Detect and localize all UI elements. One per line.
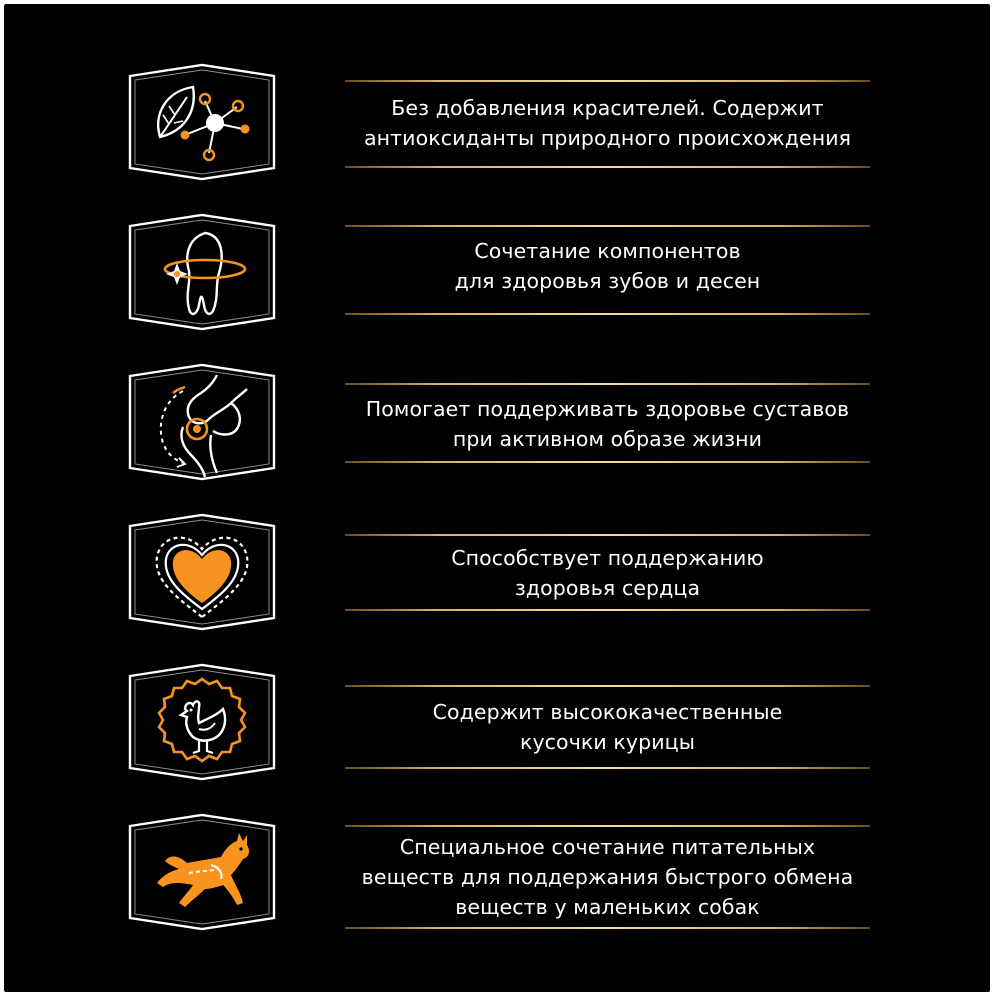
bottom-divider xyxy=(345,927,870,929)
feature-chicken xyxy=(0,663,995,803)
feature-teeth xyxy=(0,213,995,353)
feature-metabolism xyxy=(0,813,995,953)
badge-frame xyxy=(127,813,277,931)
feature-text: Помогает поддерживать здоровье суставов при активном образе жизни xyxy=(365,397,850,451)
bottom-divider xyxy=(345,461,870,463)
top-divider xyxy=(345,534,870,536)
heart-icon xyxy=(157,538,248,617)
running-dog-icon xyxy=(157,833,249,907)
antioxidant-molecule-leaf-icon xyxy=(158,87,249,160)
badge-frame xyxy=(127,63,277,181)
top-divider xyxy=(345,383,870,385)
feature-text: Сочетание компонентов для здоровья зубов и десен xyxy=(454,239,761,293)
joint-icon xyxy=(161,375,247,477)
feature-antioxidants xyxy=(0,63,995,203)
bottom-divider xyxy=(345,313,870,315)
chicken-icon xyxy=(159,679,245,761)
feature-text: Без добавления красителей. Содержит антиоксиданты природного происхождения xyxy=(363,96,852,150)
bottom-divider xyxy=(345,767,870,769)
feature-text: Содержит высококачественные кусочки курицы xyxy=(432,700,783,754)
feature-joints xyxy=(0,363,995,503)
badge-frame xyxy=(127,363,277,481)
badge-frame xyxy=(127,213,277,331)
feature-text: Способствует поддержанию здоровья сердца xyxy=(451,546,764,600)
badge-frame xyxy=(127,513,277,631)
feature-text: Специальное сочетание питательных веществ для поддержания быстрого обмена веществ у маленьких собак xyxy=(361,835,854,919)
top-divider xyxy=(345,80,870,82)
top-divider xyxy=(345,685,870,687)
bottom-divider xyxy=(345,166,870,168)
tooth-sparkle-icon xyxy=(165,233,245,314)
badge-frame xyxy=(127,663,277,781)
top-divider xyxy=(345,825,870,827)
bottom-divider xyxy=(345,609,870,611)
feature-heart xyxy=(0,513,995,653)
top-divider xyxy=(345,225,870,227)
